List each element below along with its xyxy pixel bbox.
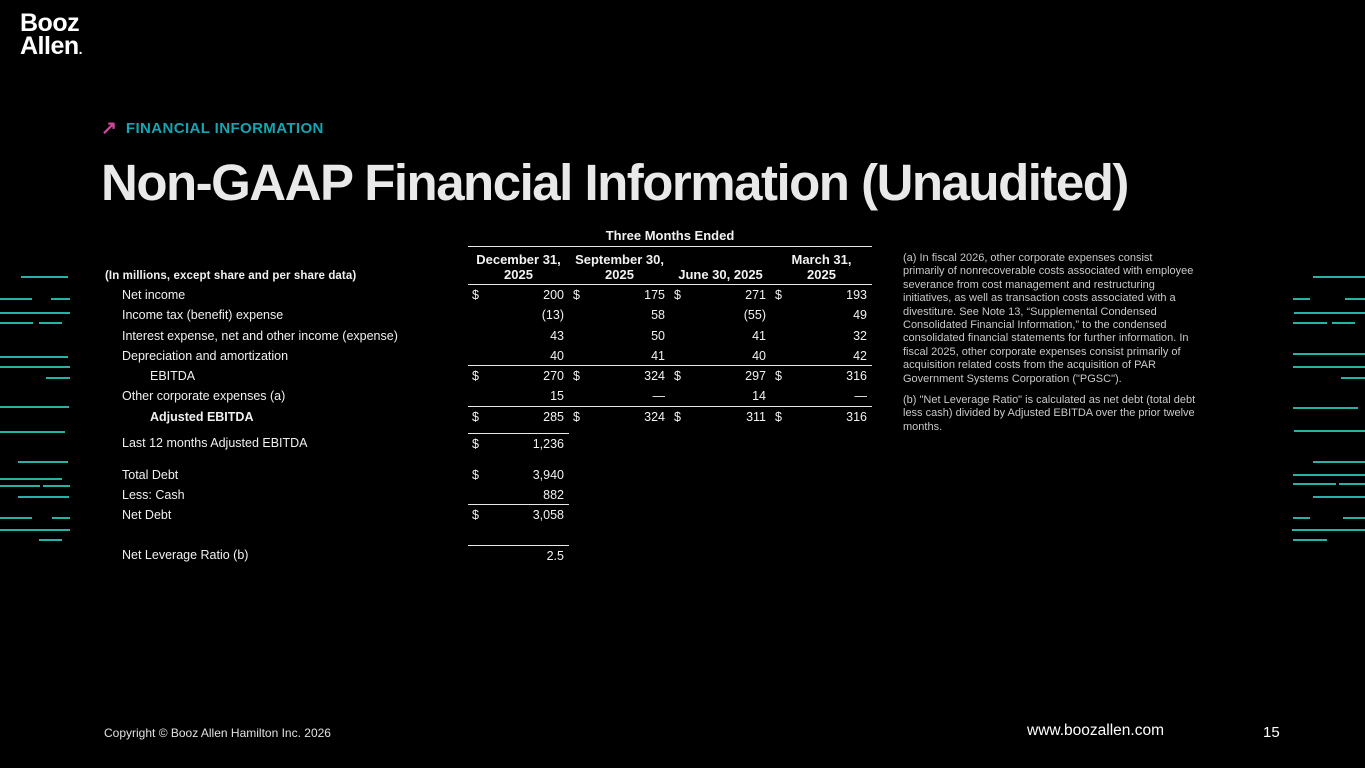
decorative-line	[0, 366, 70, 368]
decorative-line	[0, 298, 32, 300]
value-cell: $ 193	[775, 288, 867, 302]
value-cell: (13)	[541, 308, 564, 323]
value-cell: $ 316	[775, 369, 867, 384]
value-cell: $ 316	[775, 409, 867, 424]
decorative-line	[1294, 430, 1365, 432]
column-header: September 30, 2025	[575, 252, 664, 282]
decorative-line	[39, 322, 62, 324]
table-row	[105, 465, 872, 485]
value-cell: $ 1,236	[468, 433, 569, 453]
decorative-line	[1293, 539, 1327, 541]
table-row	[105, 505, 872, 525]
section-eyebrow	[101, 119, 324, 138]
decorative-line	[18, 496, 69, 498]
value-cell: $ 285	[472, 409, 564, 424]
value-cell: 2.5	[468, 545, 569, 565]
row-label: Other corporate expenses (a)	[122, 389, 286, 404]
value-cell: 49	[853, 308, 867, 323]
value-cell: (55)	[743, 308, 766, 323]
units-note: (In millions, except share and per share data)	[105, 270, 357, 282]
column-header: June 30, 2025	[678, 267, 763, 282]
value-cell: 882	[468, 485, 569, 505]
logo-line1: Booz	[20, 9, 80, 37]
value-cell: 50	[651, 328, 665, 343]
decorative-line	[46, 377, 70, 379]
row-label: Less: Cash	[122, 488, 185, 503]
table-span-header-row	[105, 229, 872, 247]
footnote-b: (b) "Net Leverage Ratio" is calculated as net debt (total debt less cash) divided by Adjusted EBITDA over the prior twelve months.	[903, 394, 1196, 433]
decorative-line	[1293, 517, 1310, 519]
decorative-line	[1313, 276, 1365, 278]
decorative-line	[1293, 474, 1365, 476]
value-cell: 42	[853, 348, 867, 363]
decorative-line	[1292, 529, 1365, 531]
decorative-line	[0, 431, 65, 433]
decorative-line	[1313, 461, 1365, 463]
value-cell: 15	[550, 389, 564, 404]
decorative-line	[21, 276, 68, 278]
decorative-line	[52, 517, 70, 519]
value-cell: 14	[752, 389, 766, 404]
page-title: Non-GAAP Financial Information (Unaudited)	[101, 154, 1128, 211]
copyright-text: Copyright © Booz Allen Hamilton Inc. 2026	[104, 726, 331, 740]
value-cell: 58	[651, 308, 665, 323]
value-cell: $ 200	[472, 288, 564, 302]
table-row	[105, 407, 872, 427]
value-cell: —	[854, 389, 867, 404]
table-row	[105, 326, 872, 346]
table-row	[105, 433, 872, 453]
value-cell: $ 324	[573, 409, 665, 424]
value-cell: $ 297	[674, 369, 766, 384]
value-cell: $ 311	[674, 409, 766, 424]
row-label: Depreciation and amortization	[122, 348, 289, 363]
decorative-line	[1293, 322, 1327, 324]
decorative-line	[39, 539, 62, 541]
decorative-line	[0, 485, 40, 487]
decorative-line	[1332, 322, 1355, 324]
decorative-line	[0, 517, 32, 519]
decorative-line	[1293, 483, 1336, 485]
value-cell: 40	[550, 348, 564, 363]
decorative-line	[1293, 298, 1310, 300]
value-cell: 43	[550, 328, 564, 343]
decorative-line	[0, 478, 62, 480]
value-cell: $ 3,940	[472, 468, 564, 483]
table-row	[105, 346, 872, 366]
decorative-line	[1345, 298, 1365, 300]
decorative-line	[1293, 407, 1358, 409]
row-label: Net Leverage Ratio (b)	[122, 548, 249, 563]
row-label: Last 12 months Adjusted EBITDA	[122, 436, 308, 451]
row-label: Adjusted EBITDA	[150, 409, 254, 424]
decorative-line	[1294, 312, 1365, 314]
decorative-line	[18, 461, 68, 463]
row-label: Total Debt	[122, 468, 179, 483]
value-cell: $ 270	[472, 369, 564, 384]
decorative-line	[0, 406, 69, 408]
span-header: Three Months Ended	[468, 229, 872, 247]
decorative-line	[0, 322, 33, 324]
table-row	[105, 285, 872, 305]
decorative-line	[43, 485, 70, 487]
footnote-a: (a) In fiscal 2026, other corporate expenses consist primarily of nonrecoverable costs associated with employee severance from cost management and restructuring initiatives, as well as transaction costs associated with a divestiture. See Note 13, “Supplemental Condensed Consolidated Financial Information,” to the condensed consolidated financial statements for further information. In fiscal 2025, other corporate expenses consist primarily of acquisition related costs from the acquisition of PAR Government Systems Corporation ("PGSC").	[903, 252, 1194, 385]
decorative-line	[51, 298, 70, 300]
logo-line2: Allen	[20, 32, 79, 60]
eyebrow-label: FINANCIAL INFORMATION	[125, 120, 324, 137]
value-cell: 41	[651, 348, 665, 363]
value-cell: $ 324	[573, 369, 665, 384]
table-row	[105, 485, 872, 505]
column-header: March 31, 2025	[791, 252, 852, 282]
booz-allen-logo	[20, 9, 83, 61]
table-row	[105, 545, 872, 565]
website-text: www.boozallen.com	[1027, 722, 1164, 739]
row-label: Income tax (benefit) expense	[122, 308, 284, 323]
row-label: Net income	[122, 288, 186, 302]
table-row	[105, 366, 872, 386]
value-cell: $ 271	[674, 288, 766, 302]
value-cell: 40	[752, 348, 766, 363]
value-cell: —	[652, 389, 665, 404]
decorative-line	[1293, 366, 1365, 368]
decorative-line	[0, 356, 68, 358]
decorative-line	[0, 529, 70, 531]
value-cell: $ 3,058	[472, 508, 564, 523]
table-row	[105, 305, 872, 325]
decorative-line	[1343, 517, 1365, 519]
row-label: Interest expense, net and other income (expense)	[122, 328, 398, 343]
arrow-up-right-icon: ↗	[101, 118, 117, 139]
row-label: EBITDA	[150, 369, 196, 384]
decorative-line	[1339, 483, 1365, 485]
page-number: 15	[1263, 724, 1280, 741]
table-row	[105, 386, 872, 406]
decorative-line	[0, 312, 70, 314]
footnotes	[903, 252, 1197, 434]
logo-dot: .	[78, 41, 83, 57]
column-header: December 31, 2025	[476, 252, 561, 282]
value-cell: 41	[752, 328, 766, 343]
row-label: Net Debt	[122, 508, 172, 523]
decorative-line	[1341, 377, 1365, 379]
decorative-line	[1313, 496, 1365, 498]
table-column-header-row	[105, 247, 872, 285]
value-cell: $ 175	[573, 288, 665, 302]
value-cell: 32	[853, 328, 867, 343]
financial-table	[105, 229, 872, 565]
decorative-line	[1293, 353, 1365, 355]
